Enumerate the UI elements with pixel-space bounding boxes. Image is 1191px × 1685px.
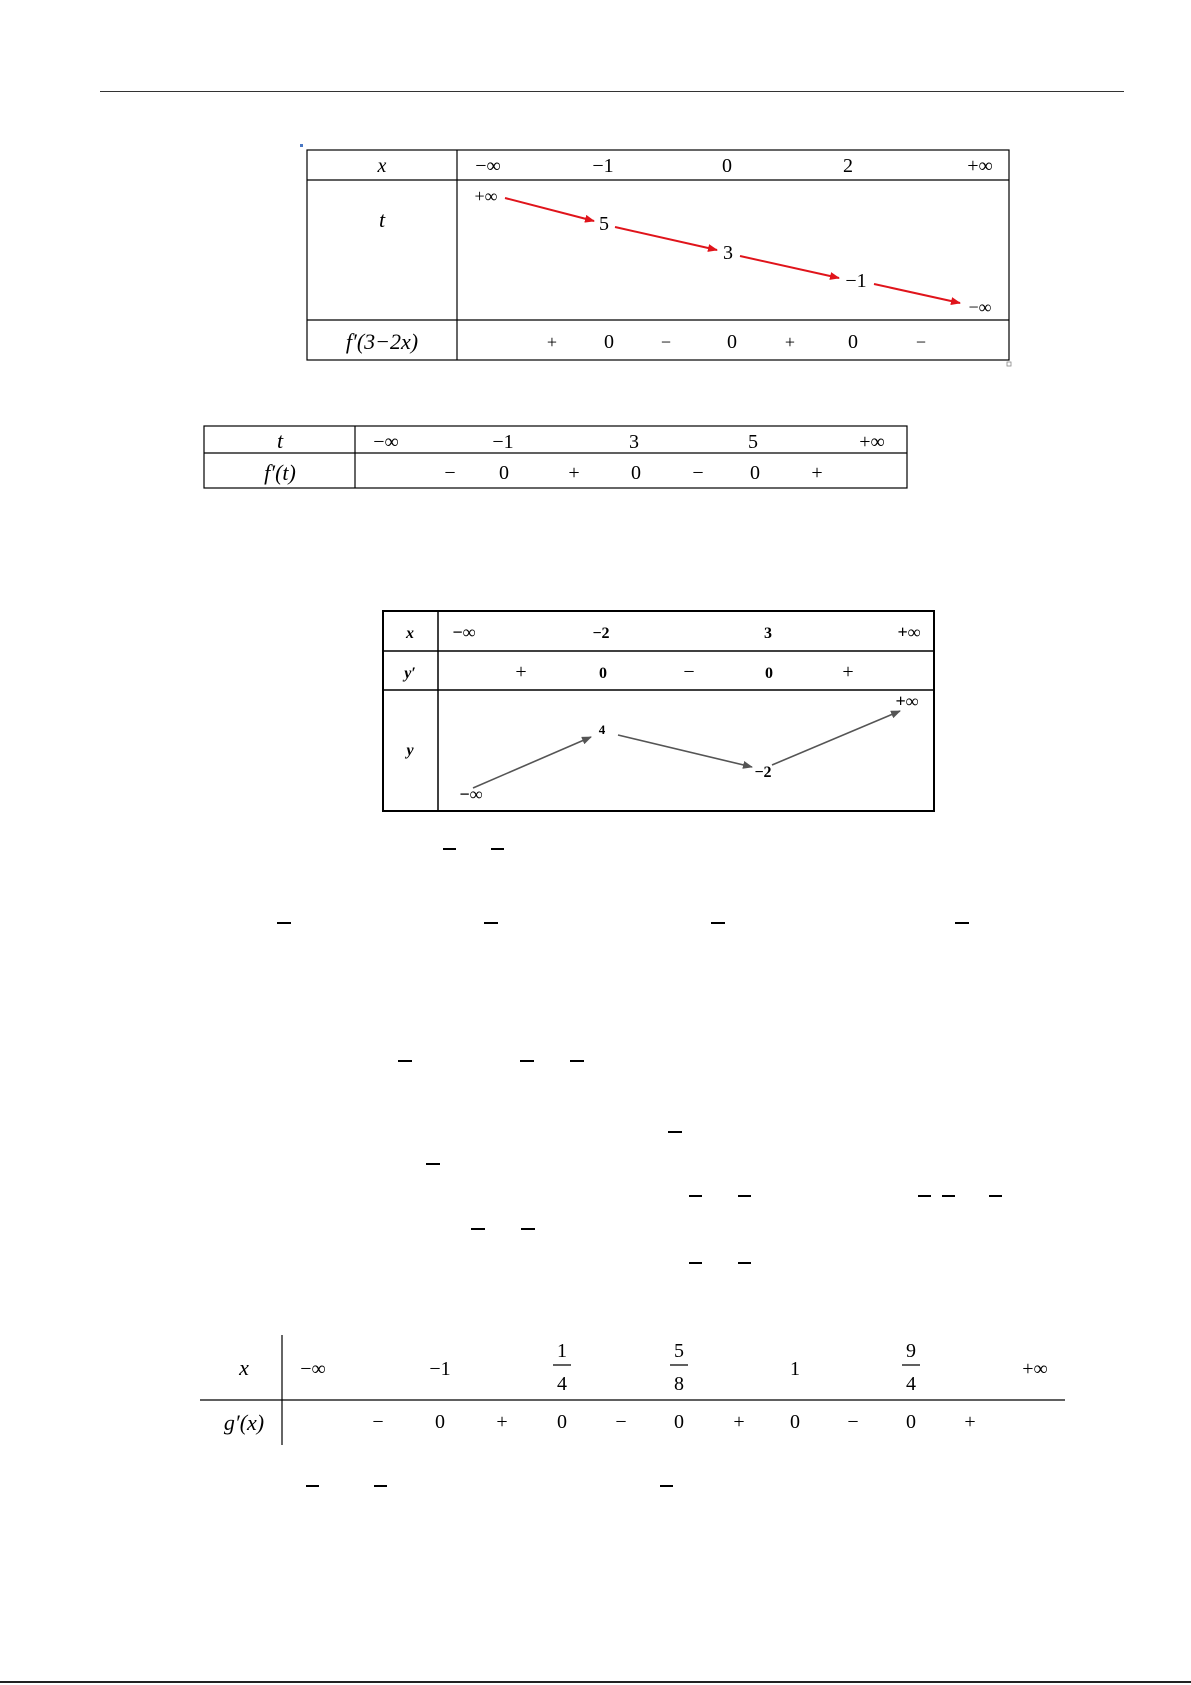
t3-y-value: −∞ <box>459 784 483 804</box>
t1-t-value: −1 <box>845 270 867 292</box>
t3-y-value: −2 <box>754 764 772 781</box>
t4-sign: 0 <box>674 1411 684 1433</box>
t2-f-label: f′(t) <box>264 460 296 485</box>
t4-x-value: −∞ <box>300 1358 326 1380</box>
t1-x-value: +∞ <box>967 155 993 177</box>
fraction-bar <box>398 1060 412 1062</box>
header-rule <box>100 91 1124 92</box>
t2-sign: − <box>692 462 704 484</box>
footer-rule <box>0 1681 1191 1683</box>
t2-sign: + <box>568 462 580 484</box>
t1-sign: − <box>915 332 927 352</box>
t4-sign: + <box>964 1411 976 1433</box>
fraction-bar <box>520 1060 534 1062</box>
t1-t-label: t <box>378 207 386 232</box>
t1-t-value: −∞ <box>968 297 992 317</box>
t1-x-value: 2 <box>843 155 853 177</box>
t4-sign: − <box>615 1411 627 1433</box>
t4-frac-num: 1 <box>557 1340 567 1362</box>
t3-yp-label: y′ <box>404 665 416 682</box>
t1-f-label: f′(3−2x) <box>345 329 419 354</box>
t4-frac-den: 4 <box>557 1373 567 1395</box>
fraction-bar <box>955 922 969 924</box>
t2-t-value: −∞ <box>373 431 399 453</box>
t4-sign: + <box>733 1411 745 1433</box>
t1-sign: 0 <box>604 331 614 353</box>
t4-x-label: x <box>239 1355 249 1380</box>
t3-sign: + <box>842 661 854 683</box>
t2-sign: 0 <box>499 462 509 484</box>
t1-sign: + <box>546 332 558 352</box>
fraction-bar <box>689 1262 702 1264</box>
t3-arrow <box>618 735 752 767</box>
fraction-bar <box>306 1485 319 1487</box>
t1-x-value: 0 <box>722 155 732 177</box>
t1-sign: + <box>784 332 796 352</box>
t4-frac-den: 8 <box>674 1373 684 1395</box>
t4-frac-num: 9 <box>906 1340 916 1362</box>
t1-sign: 0 <box>848 331 858 353</box>
t3-x-value: −∞ <box>452 622 476 642</box>
fraction-bar <box>989 1195 1002 1197</box>
t1-t-value: 5 <box>599 213 609 235</box>
t1-sign: − <box>660 332 672 352</box>
fraction-bar <box>521 1228 535 1230</box>
t2-sign: 0 <box>750 462 760 484</box>
t1-arrow <box>615 227 717 250</box>
fraction-bar <box>471 1228 485 1230</box>
t1-arrow <box>740 256 839 278</box>
fraction-bar <box>443 848 456 850</box>
fraction-bar <box>491 848 504 850</box>
t4-sign: 0 <box>906 1411 916 1433</box>
t2-sign: − <box>444 462 456 484</box>
t3-y-label: y <box>406 742 414 759</box>
t3-arrow <box>473 737 591 788</box>
t3-sign: 0 <box>765 665 773 682</box>
t4-sign: 0 <box>790 1411 800 1433</box>
t2-t-value: −1 <box>492 431 514 453</box>
fraction-bar <box>484 922 498 924</box>
t3-y-value: +∞ <box>895 691 919 711</box>
t2-t-label: t <box>276 428 284 453</box>
t3-sign: + <box>515 661 527 683</box>
t4-x-value: −1 <box>429 1358 451 1380</box>
t1-t-value: 3 <box>723 242 733 264</box>
t3-arrow <box>772 711 900 765</box>
fraction-bar <box>374 1485 387 1487</box>
t1-arrow <box>874 284 960 303</box>
t4-x-value: 1 <box>790 1358 800 1380</box>
t4-g-label: g′(x) <box>223 1410 265 1435</box>
t3-sign: − <box>683 661 695 683</box>
t2-sign: + <box>811 462 823 484</box>
t1-x-value: −1 <box>592 155 614 177</box>
sign-table-2 <box>200 420 910 495</box>
t4-sign: + <box>496 1411 508 1433</box>
sign-table-4 <box>200 1330 1070 1450</box>
t1-x-label: x <box>377 155 387 177</box>
t2-sign: 0 <box>631 462 641 484</box>
fraction-bar <box>689 1195 702 1197</box>
t4-sign: − <box>847 1411 859 1433</box>
t4-frac-num: 5 <box>674 1340 684 1362</box>
t4-sign: − <box>372 1411 384 1433</box>
fraction-bar <box>570 1060 584 1062</box>
t4-sign: 0 <box>557 1411 567 1433</box>
t3-x-value: +∞ <box>897 622 921 642</box>
t2-t-value: +∞ <box>859 431 885 453</box>
t1-sign: 0 <box>727 331 737 353</box>
t3-x-value: −2 <box>592 625 610 642</box>
fraction-bar <box>918 1195 931 1197</box>
fraction-bar <box>426 1163 440 1165</box>
t4-x-value: +∞ <box>1022 1358 1048 1380</box>
fraction-bar <box>668 1131 682 1133</box>
t3-y-value: 4 <box>598 722 606 737</box>
t4-sign: 0 <box>435 1411 445 1433</box>
fraction-bar <box>660 1485 673 1487</box>
fraction-bar <box>711 922 725 924</box>
variation-table-1 <box>300 140 1020 370</box>
fraction-bar <box>738 1195 751 1197</box>
t1-x-value: −∞ <box>475 155 501 177</box>
t1-arrow <box>505 198 594 221</box>
t4-frac-den: 4 <box>906 1373 916 1395</box>
t1-t-value: +∞ <box>474 186 498 206</box>
fraction-bar <box>277 922 291 924</box>
fraction-bar <box>942 1195 955 1197</box>
fraction-bar <box>738 1262 751 1264</box>
t2-t-value: 3 <box>629 431 639 453</box>
t3-sign: 0 <box>599 665 607 682</box>
t2-t-value: 5 <box>748 431 758 453</box>
variation-table-3 <box>380 607 940 813</box>
t3-x-value: 3 <box>764 625 772 642</box>
t3-x-label: x <box>406 625 414 642</box>
